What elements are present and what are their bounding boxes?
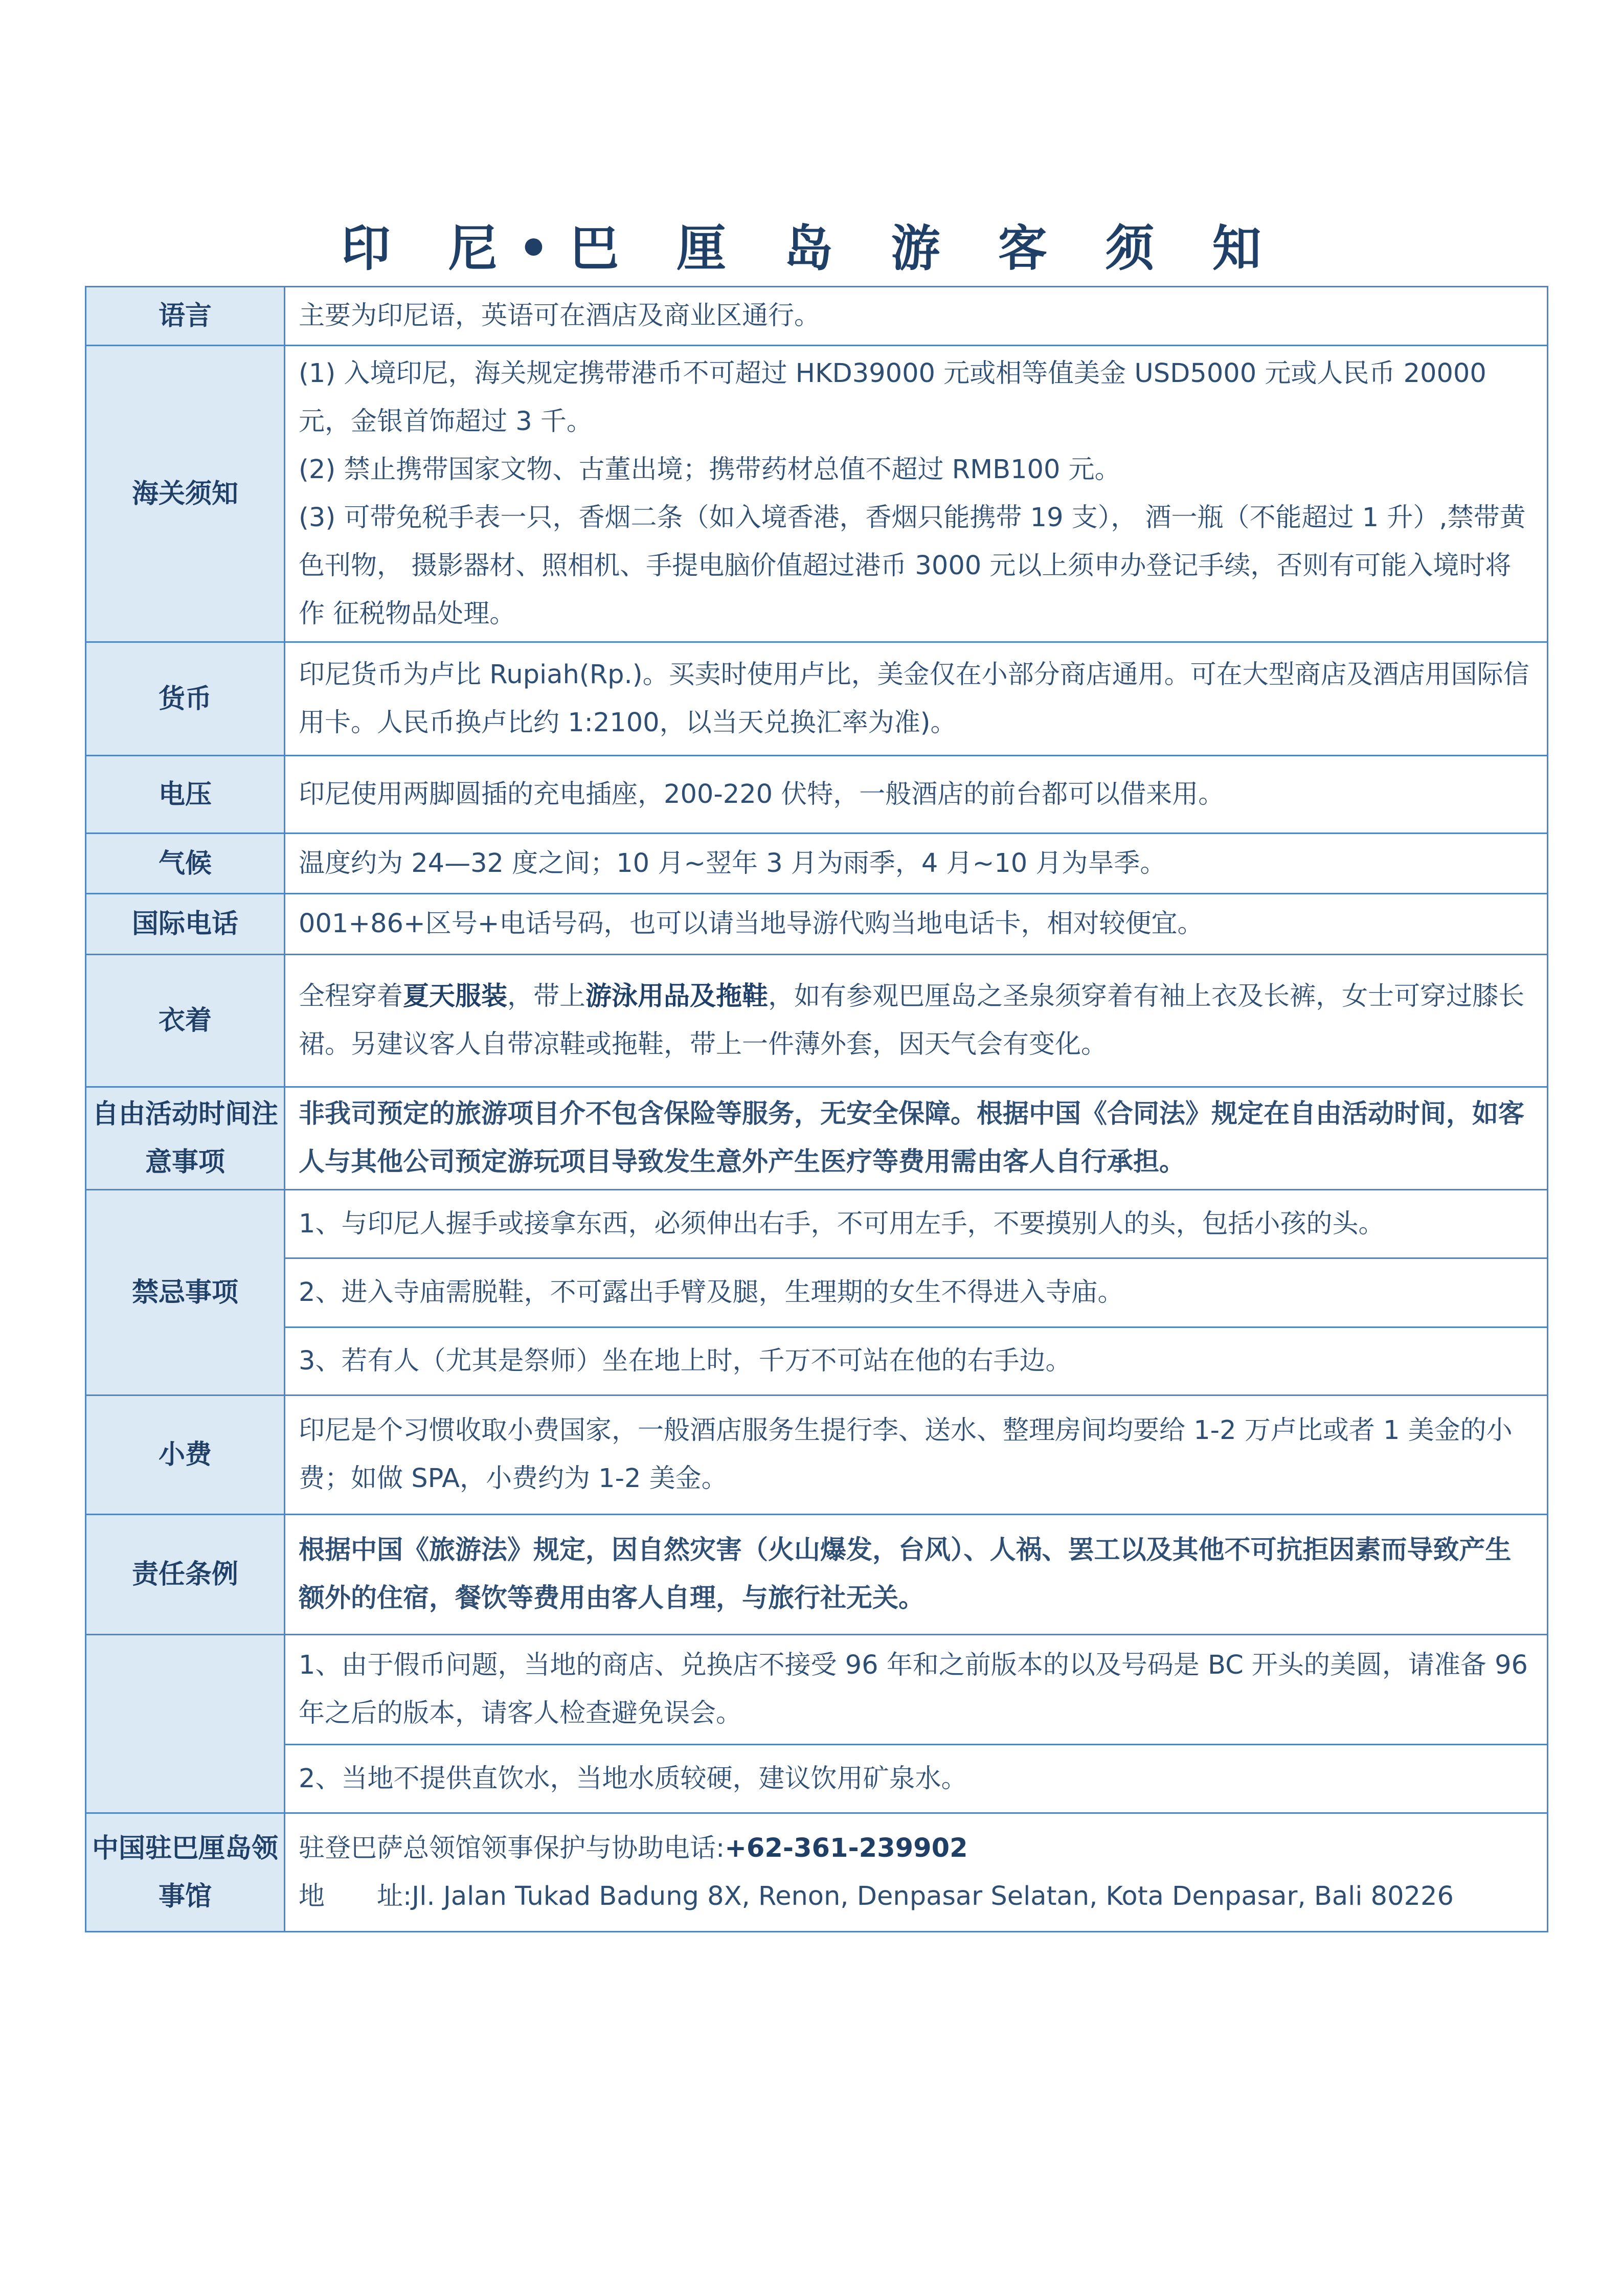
clothing-text: ，带上 (507, 981, 586, 1011)
taboo-item: 2、进入寺庙需脱鞋，不可露出手臂及腿，生理期的女生不得进入寺庙。 (285, 1258, 1548, 1327)
taboo-item: 1、与印尼人握手或接拿东西，必须伸出右手，不可用左手，不要摸别人的头，包括小孩的头。 (285, 1190, 1548, 1258)
customs-paragraph: (1) 入境印尼，海关规定携带港币不可超过 HKD39000 元或相等值美金 USD5000 元或人民币 20000 元，金银首饰超过 3 千。 (299, 358, 1486, 437)
row-label: 国际电话 (86, 894, 285, 955)
customs-paragraph: (3) 可带免税手表一只，香烟二条（如入境香港，香烟只能携带 19 支）， 酒一瓶（不能超过 1 升）,禁带黄色刊物， 摄影器材、照相机、手提电脑价值超过港币 3000 元以上须申办登记手续，否则有可能入境时将作 征税物品处理。 (299, 502, 1526, 629)
row-note-1 (86, 1635, 1548, 1745)
row-content: 印尼使用两脚圆插的充电插座，200-220 伏特，一般酒店的前台都可以借来用。 (285, 756, 1548, 834)
row-phone (86, 894, 1548, 955)
row-tips (86, 1395, 1548, 1515)
row-content: 印尼货币为卢比 Rupiah(Rp.)。买卖时使用卢比，美金仅在小部分商店通用。可在大型商店及酒店用国际信用卡。人民币换卢比约 1:2100，以当天兑换汇率为准)。 (285, 642, 1548, 756)
row-currency (86, 642, 1548, 756)
row-label: 货币 (86, 642, 285, 756)
row-taboo-1 (86, 1190, 1548, 1258)
row-voltage (86, 756, 1548, 834)
row-taboo-3 (86, 1327, 1548, 1395)
row-label: 责任条例 (86, 1515, 285, 1635)
row-label: 气候 (86, 834, 285, 894)
row-label (86, 1635, 285, 1813)
note-item: 1、由于假币问题，当地的商店、兑换店不接受 96 年和之前版本的以及号码是 BC 开头的美圆，请准备 96 年之后的版本，请客人检查避免误会。 (285, 1635, 1548, 1745)
row-content (285, 955, 1548, 1087)
taboo-item: 3、若有人（尤其是祭师）坐在地上时，千万不可站在他的右手边。 (285, 1327, 1548, 1395)
row-content (285, 1813, 1548, 1932)
row-free-time (86, 1087, 1548, 1190)
row-label: 小费 (86, 1395, 285, 1515)
clothing-text: 全程穿着 (299, 981, 403, 1011)
row-label: 禁忌事项 (86, 1190, 285, 1395)
row-clothing (86, 955, 1548, 1087)
consulate-phone-label: 驻登巴萨总领馆领事保护与协助电话: (299, 1833, 725, 1863)
consulate-phone-number: +62-361-239902 (725, 1833, 968, 1863)
row-customs (86, 346, 1548, 642)
row-content: 温度约为 24—32 度之间；10 月~翌年 3 月为雨季，4 月~10 月为旱季。 (285, 834, 1548, 894)
row-language (86, 287, 1548, 346)
clothing-highlight: 游泳用品及拖鞋 (585, 981, 769, 1011)
row-label: 自由活动时间注意事项 (86, 1087, 285, 1190)
row-label: 海关须知 (86, 346, 285, 642)
row-label: 衣着 (86, 955, 285, 1087)
row-liability (86, 1515, 1548, 1635)
customs-paragraph: (2) 禁止携带国家文物、古董出境；携带药材总值不超过 RMB100 元。 (299, 454, 1121, 485)
info-table (85, 286, 1548, 1932)
note-item: 2、当地不提供直饮水，当地水质较硬，建议饮用矿泉水。 (285, 1745, 1548, 1813)
row-taboo-2 (86, 1258, 1548, 1327)
row-note-2 (86, 1745, 1548, 1813)
row-climate (86, 834, 1548, 894)
clothing-highlight: 夏天服装 (403, 981, 508, 1011)
row-label: 中国驻巴厘岛领事馆 (86, 1813, 285, 1932)
clothing-text: ，如有参观巴厘岛之圣泉须穿着有袖上衣及长裤，女士可穿过膝长裙。另建议客人自带凉鞋或拖鞋，带上一件薄外套，因天气会有变化。 (299, 981, 1525, 1060)
consulate-phone-line (299, 1825, 1534, 1873)
row-content (285, 346, 1548, 642)
consulate-address: 地 址:Jl. Jalan Tukad Badung 8X, Renon, Denpasar Selatan, Kota Denpasar, Bali 80226 (299, 1881, 1454, 1911)
row-content: 根据中国《旅游法》规定，因自然灾害（火山爆发，台风）、人祸、罢工以及其他不可抗拒因素而导致产生额外的住宿，餐饮等费用由客人自理，与旅行社无关。 (285, 1515, 1548, 1635)
row-content: 001+86+区号+电话号码，也可以请当地导游代购当地电话卡，相对较便宜。 (285, 894, 1548, 955)
row-consulate (86, 1813, 1548, 1932)
page-title: 印 尼•巴 厘 岛 游 客 须 知 (341, 220, 1282, 277)
row-content: 主要为印尼语，英语可在酒店及商业区通行。 (285, 287, 1548, 346)
row-label: 语言 (86, 287, 285, 346)
row-content: 印尼是个习惯收取小费国家，一般酒店服务生提行李、送水、整理房间均要给 1-2 万卢比或者 1 美金的小费；如做 SPA，小费约为 1-2 美金。 (285, 1395, 1548, 1515)
row-content: 非我司预定的旅游项目介不包含保险等服务，无安全保障。根据中国《合同法》规定在自由活动时间，如客人与其他公司预定游玩项目导致发生意外产生医疗等费用需由客人自行承担。 (285, 1087, 1548, 1190)
row-label: 电压 (86, 756, 285, 834)
